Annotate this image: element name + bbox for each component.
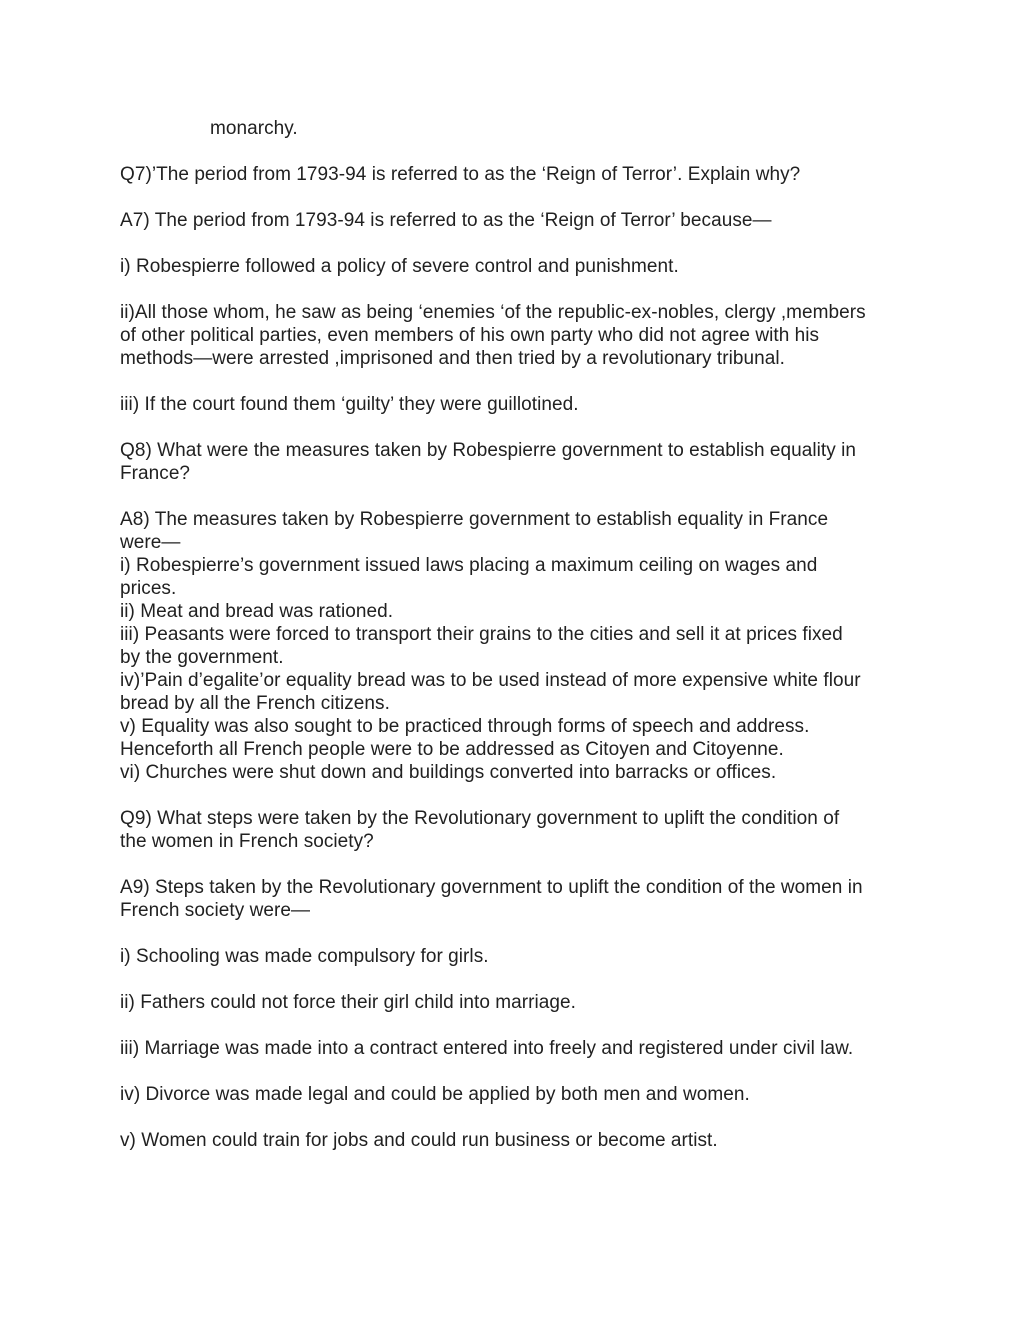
text-line: Q9) What steps were taken by the Revolutionary government to uplift the condition of	[120, 808, 840, 829]
text-line: iv)’Pain d’egalite’or equality bread was to be used instead of more expensive white flour	[120, 670, 861, 691]
text-line: were—	[120, 532, 181, 553]
text-line: bread by all the French citizens.	[120, 693, 390, 714]
text-line: ii)All those whom, he saw as being ‘enemies ‘of the republic-ex-nobles, clergy ,members	[120, 302, 866, 323]
paragraph-a7	[120, 209, 960, 232]
text-line: iii) Peasants were forced to transport their grains to the cities and sell it at prices fixed	[120, 624, 843, 645]
paragraph-a9-item-i	[120, 945, 960, 968]
paragraph-a7-item-iii	[120, 393, 960, 416]
text-line: iv) Divorce was made legal and could be applied by both men and women.	[120, 1084, 750, 1105]
paragraph-a9-item-v	[120, 1129, 960, 1152]
text-line: A7) The period from 1793-94 is referred to as the ‘Reign of Terror’ because—	[120, 210, 772, 231]
text-line: of other political parties, even members of his own party who did not agree with his	[120, 325, 820, 346]
paragraph	[120, 117, 960, 140]
text-line: by the government.	[120, 647, 284, 668]
text-line: iii) Marriage was made into a contract entered into freely and registered under civil law.	[120, 1038, 854, 1059]
text-line: Henceforth all French people were to be addressed as Citoyen and Citoyenne.	[120, 739, 784, 760]
text-line: prices.	[120, 578, 177, 599]
text-line: ii) Meat and bread was rationed.	[120, 601, 394, 622]
paragraph-a9-item-iv	[120, 1083, 960, 1106]
text-line: monarchy.	[210, 118, 298, 139]
paragraph-q9	[120, 807, 960, 853]
text-line: French society were—	[120, 900, 311, 921]
paragraph-a9-item-iii	[120, 1037, 960, 1060]
text-line: the women in French society?	[120, 831, 374, 852]
paragraph-q8	[120, 439, 960, 485]
paragraph-q7	[120, 163, 960, 186]
text-line: v) Women could train for jobs and could run business or become artist.	[120, 1130, 718, 1151]
paragraph-a7-item-ii	[120, 301, 960, 370]
text-line: ii) Fathers could not force their girl child into marriage.	[120, 992, 576, 1013]
text-line: A8) The measures taken by Robespierre government to establish equality in France	[120, 509, 829, 530]
text-line: vi) Churches were shut down and buildings converted into barracks or offices.	[120, 762, 777, 783]
paragraph-a9-item-ii	[120, 991, 960, 1014]
paragraph-a7-item-i	[120, 255, 960, 278]
text-line: i) Robespierre followed a policy of severe control and punishment.	[120, 256, 679, 277]
text-line: France?	[120, 463, 191, 484]
text-line: iii) If the court found them ‘guilty’ they were guillotined.	[120, 394, 579, 415]
text-line: Q7)’The period from 1793-94 is referred to as the ‘Reign of Terror’. Explain why?	[120, 164, 801, 185]
text-line: i) Schooling was made compulsory for girls.	[120, 946, 489, 967]
text-line: i) Robespierre’s government issued laws placing a maximum ceiling on wages and	[120, 555, 818, 576]
text-line: Q8) What were the measures taken by Robespierre government to establish equality in	[120, 440, 857, 461]
paragraph-a9	[120, 876, 960, 922]
text-line: A9) Steps taken by the Revolutionary government to uplift the condition of the women in	[120, 877, 863, 898]
text-line: methods—were arrested ,imprisoned and then tried by a revolutionary tribunal.	[120, 348, 785, 369]
text-line: v) Equality was also sought to be practiced through forms of speech and address.	[120, 716, 810, 737]
paragraph-a8	[120, 508, 960, 784]
